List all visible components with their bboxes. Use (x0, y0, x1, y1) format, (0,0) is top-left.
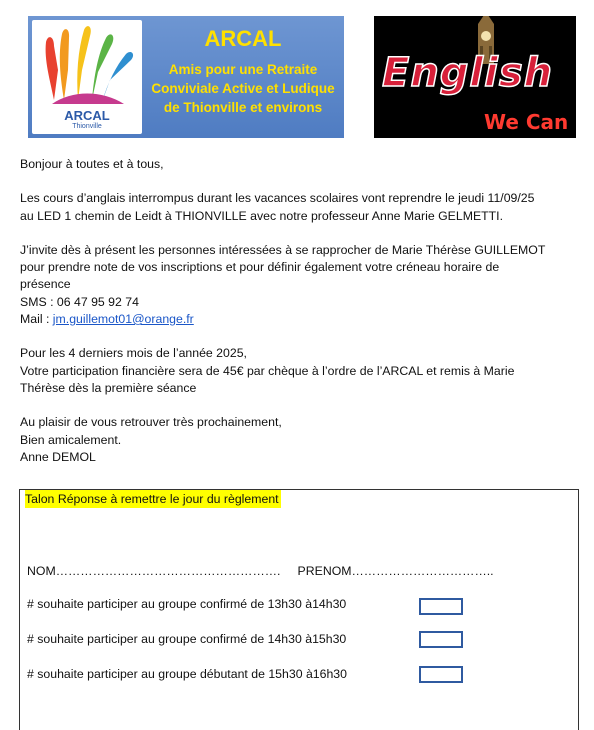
signature: Anne DEMOL (20, 449, 96, 464)
association-title: ARCAL (204, 26, 282, 51)
paragraph-line: présence (20, 277, 71, 292)
paragraph-line: J’invite dès à présent les personnes intéressées à se rapprocher de Marie Thérèse GUILLEMOT (20, 242, 546, 257)
option-label: # souhaite participer au groupe confirmé de 14h30 à15h30 (27, 632, 347, 646)
mail-contact (20, 311, 586, 328)
option-2-checkbox[interactable] (419, 631, 463, 648)
english-we-can-image (374, 16, 576, 138)
reply-slip-title: Talon Réponse à remettre le jour du règlement (25, 492, 279, 506)
subtitle-line: de Thionville et environs (163, 100, 323, 115)
subtitle-line: Conviviale Active et Ludique (151, 81, 335, 96)
paragraph-line: au LED 1 chemin de Leidt à THIONVILLE avec notre professeur Anne Marie GELMETTI. (20, 208, 504, 223)
paragraph-line: Les cours d’anglais interrompus durant les vacances scolaires vont reprendre le jeudi 11/09/25 (20, 191, 535, 206)
paragraph-line: Pour les 4 derniers mois de l’année 2025, (20, 346, 247, 361)
greeting: Bonjour à toutes et à tous, (20, 157, 164, 171)
subtitle-line: Amis pour une Retraite (168, 62, 318, 77)
logo-label: ARCAL (64, 108, 110, 123)
logo-sublabel: Thionville (72, 123, 102, 130)
sms-contact: SMS : 06 47 95 92 74 (20, 294, 139, 309)
we-can-slogan: We Can (484, 110, 569, 134)
option-3-checkbox[interactable] (419, 666, 463, 683)
association-subtitle (148, 60, 338, 117)
name-field-line: NOM………………………………………………. PRENOM…………………………….. (27, 564, 494, 578)
option-label: # souhaite participer au groupe confirmé de 13h30 à14h30 (27, 597, 347, 611)
english-word: English (382, 50, 554, 96)
option-1-checkbox[interactable] (419, 598, 463, 615)
email-link[interactable]: jm.guillemot01@orange.fr (52, 312, 194, 327)
closing-line: Bien amicalement. (20, 432, 122, 447)
paragraph-line: Thérèse dès la première séance (20, 380, 197, 395)
closing-line: Au plaisir de vous retrouver très prochainement, (20, 415, 282, 430)
mail-label: Mail : (20, 312, 53, 327)
paragraph-line: Votre participation financière sera de 45€ par chèque à l’ordre de l’ARCAL et remis à Marie (20, 363, 515, 378)
reply-slip (19, 489, 579, 730)
paragraph-line: pour prendre note de vos inscriptions et pour définir également votre créneau horaire de (20, 260, 500, 275)
option-label: # souhaite participer au groupe débutant de 15h30 à16h30 (27, 667, 347, 681)
arcal-banner (28, 16, 344, 138)
letter-body (20, 156, 586, 466)
arcal-logo (32, 20, 142, 134)
hands-logo-icon (32, 20, 142, 108)
